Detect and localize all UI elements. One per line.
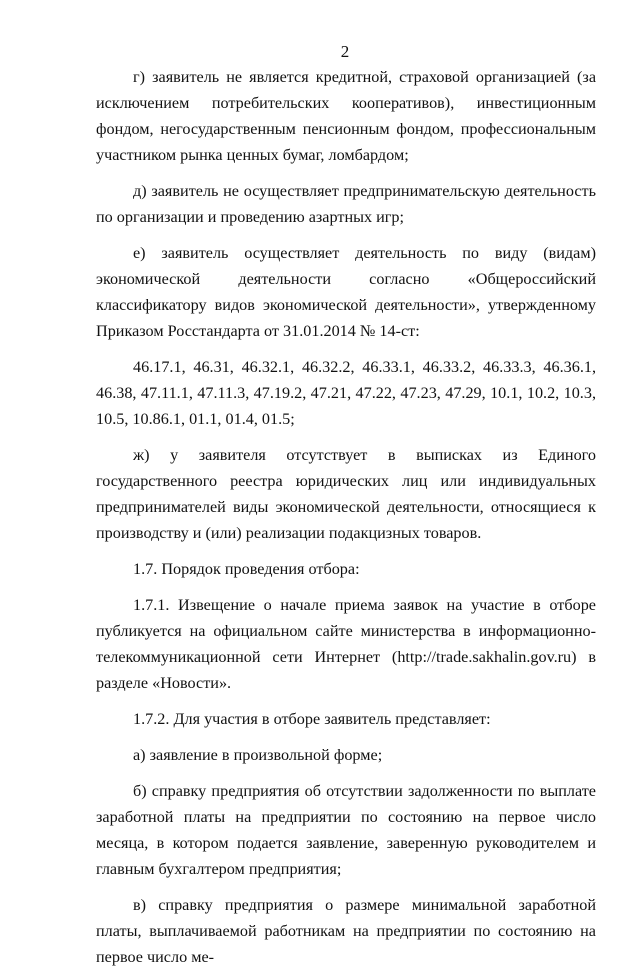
document-body: [96, 64, 596, 980]
paragraph-a: а) заявление в произвольной форме;: [133, 746, 383, 764]
page-number: 2: [340, 42, 350, 61]
paragraph-zh: ж) у заявителя отсутствует в выписках из Единого государственного реестра юридических лиц или индивидуальных предпринимателей виды экономической деятельности, относящиеся к производству и (или) реализации подакцизных товаров.: [96, 446, 596, 542]
paragraph-okved-codes: 46.17.1, 46.31, 46.32.1, 46.32.2, 46.33.1, 46.33.2, 46.33.3, 46.36.1, 46.38, 47.11.1, 47.11.3, 47.19.2, 47.21, 47.22, 47.23, 47.29, 10.1, 10.2, 10.3, 10.5, 10.86.1, 01.1, 01.4, 01.5;: [96, 358, 596, 428]
paragraph-d: д) заявитель не осуществляет предпринимательскую деятельность по организации и проведению азартных игр;: [96, 182, 596, 226]
paragraph-g: г) заявитель не является кредитной, страховой организацией (за исключением потребительских кооперативов), инвестиционным фондом, негосударственным пенсионным фондом, профессиональным участником рынка ценных бумаг, ломбардом;: [96, 68, 596, 164]
paragraph-1-7-2: 1.7.2. Для участия в отборе заявитель представляет:: [133, 710, 491, 728]
paragraph-1-7: 1.7. Порядок проведения отбора:: [133, 560, 360, 578]
paragraph-v: в) справку предприятия о размере минимальной заработной платы, выплачиваемой работникам на предприятии по состоянию на первое число ме-: [96, 896, 596, 966]
paragraph-e: е) заявитель осуществляет деятельность по виду (видам) экономической деятельности согласно «Общероссийский классификатору видов экономической деятельности», утвержденному Приказом Росстандарта от 31.01.2014 № 14-ст:: [96, 244, 596, 340]
paragraph-1-7-1: 1.7.1. Извещение о начале приема заявок на участие в отборе публикуется на официальном сайте министерства в информационно-телекоммуникационной сети Интернет (http://trade.sakhalin.gov.ru) в разделе «Новости».: [96, 596, 596, 692]
paragraph-b: б) справку предприятия об отсутствии задолженности по выплате заработной платы на предприятии по состоянию на первое число месяца, в котором подается заявление, заверенную руководителем и главным бухгалтером предприятия;: [96, 782, 596, 878]
